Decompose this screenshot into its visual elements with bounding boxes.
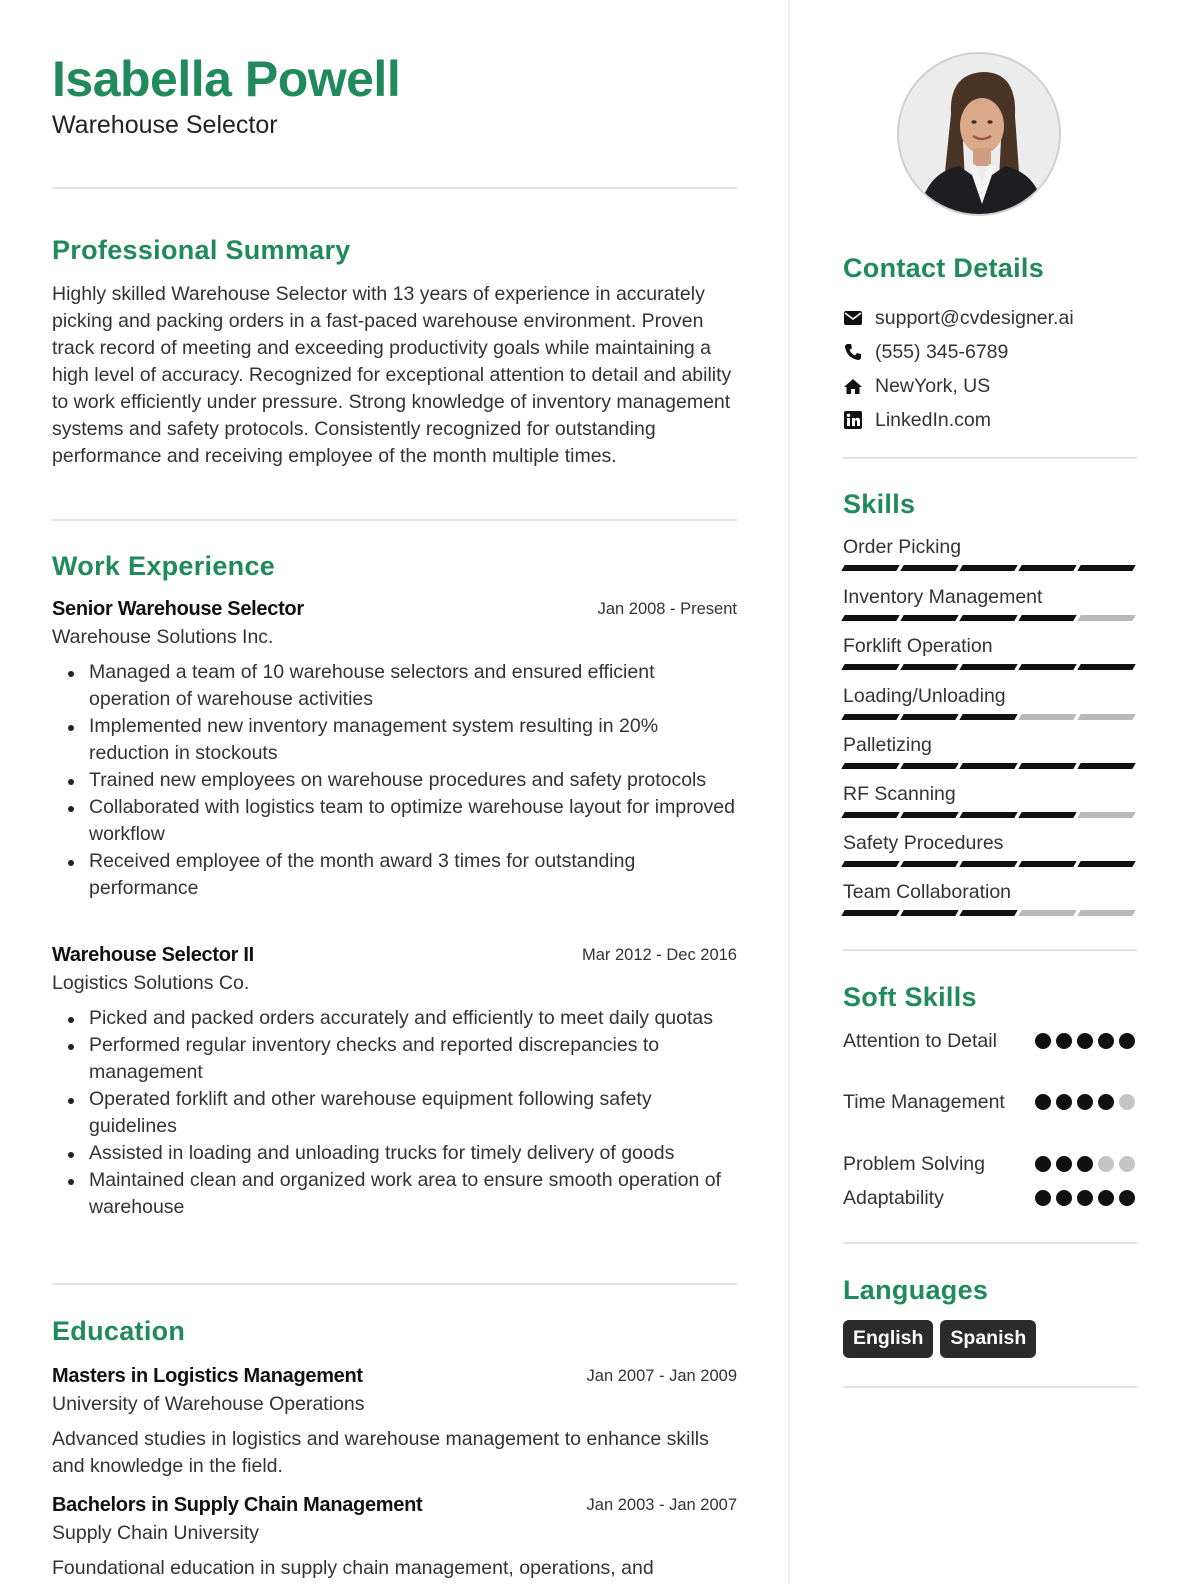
skill-name: RF Scanning bbox=[843, 783, 956, 805]
rating-dot bbox=[1035, 1156, 1051, 1172]
home-icon bbox=[843, 376, 863, 396]
skill-item bbox=[843, 585, 1137, 621]
contact-text: NewYork, US bbox=[875, 374, 991, 397]
skill-level-segment bbox=[1077, 910, 1135, 916]
education-degree: Masters in Logistics Management bbox=[52, 1365, 363, 1387]
job-bullet: Maintained clean and organized work area to ensure smooth operation of warehouse bbox=[52, 1167, 737, 1221]
rating-dot bbox=[1098, 1156, 1114, 1172]
soft-skill-rating bbox=[1035, 1156, 1135, 1172]
soft-skill-item bbox=[843, 1028, 1137, 1055]
skill-level-segment bbox=[841, 565, 899, 571]
skill-name: Inventory Management bbox=[843, 586, 1043, 608]
skill-level-segment bbox=[900, 763, 958, 769]
skill-level-segment bbox=[1077, 861, 1135, 867]
rating-dot bbox=[1077, 1033, 1093, 1049]
skill-level-bar bbox=[843, 664, 1137, 670]
skill-name: Loading/Unloading bbox=[843, 685, 1006, 707]
skill-level-segment bbox=[841, 763, 899, 769]
education-description: Advanced studies in logistics and warehouse management to enhance skills and knowledge in the field. bbox=[52, 1428, 709, 1477]
skill-level-bar bbox=[843, 812, 1137, 818]
skill-level-segment bbox=[1018, 763, 1076, 769]
education-entry bbox=[52, 1365, 737, 1480]
skill-level-segment bbox=[959, 910, 1017, 916]
education-school: University of Warehouse Operations bbox=[52, 1393, 365, 1415]
rating-dot bbox=[1119, 1094, 1135, 1110]
rating-dot bbox=[1056, 1190, 1072, 1206]
job-bullet: Implemented new inventory management system resulting in 20% reduction in stockouts bbox=[52, 713, 737, 767]
job-bullet: Performed regular inventory checks and reported discrepancies to management bbox=[52, 1032, 737, 1086]
job-entry bbox=[52, 598, 737, 902]
job-role: Warehouse Selector II bbox=[52, 944, 254, 966]
rating-dot bbox=[1056, 1033, 1072, 1049]
skills-divider bbox=[843, 949, 1137, 951]
rating-dot bbox=[1056, 1156, 1072, 1172]
skill-level-segment bbox=[1018, 714, 1076, 720]
education-heading: Education bbox=[52, 1316, 186, 1346]
languages-heading: Languages bbox=[843, 1275, 989, 1305]
skill-level-segment bbox=[900, 714, 958, 720]
rating-dot bbox=[1098, 1094, 1114, 1110]
job-header bbox=[52, 944, 737, 970]
summary-text: Highly skilled Warehouse Selector with 13 years of experience in accurately picking and packing orders in a fast-paced warehouse environment. Proven track record of meeting and exceeding productivity goals while maintaining a high level of accuracy. Recognized for exceptional attention to detail and ability to work efficiently under pressure. Strong knowledge of inventory management systems and safety protocols. Consistently recognized for outstanding performance and receiving employee of the month multiple times. bbox=[52, 283, 732, 467]
job-bullet: Operated forklift and other warehouse equipment following safety guidelines bbox=[52, 1086, 737, 1140]
job-bullets bbox=[52, 659, 737, 902]
job-bullet: Managed a team of 10 warehouse selectors and ensured efficient operation of warehouse activities bbox=[52, 659, 737, 713]
phone-icon bbox=[843, 342, 863, 362]
skill-name: Team Collaboration bbox=[843, 881, 1012, 903]
skill-item bbox=[843, 782, 1137, 818]
skill-level-segment bbox=[1077, 763, 1135, 769]
job-header bbox=[52, 598, 737, 624]
job-date: Jan 2008 - Present bbox=[597, 600, 737, 618]
education-header bbox=[52, 1365, 737, 1391]
summary-divider bbox=[52, 519, 737, 521]
skill-level-bar bbox=[843, 861, 1137, 867]
skill-level-segment bbox=[900, 910, 958, 916]
skill-level-bar bbox=[843, 763, 1137, 769]
job-company: Logistics Solutions Co. bbox=[52, 972, 250, 994]
header-divider bbox=[52, 187, 737, 189]
soft-skill-rating bbox=[1035, 1190, 1135, 1206]
skill-level-segment bbox=[1018, 565, 1076, 571]
skill-level-segment bbox=[900, 861, 958, 867]
experience-heading: Work Experience bbox=[52, 551, 276, 581]
rating-dot bbox=[1077, 1190, 1093, 1206]
education-entry bbox=[52, 1494, 737, 1582]
skill-name: Order Picking bbox=[843, 536, 962, 558]
languages-divider bbox=[843, 1386, 1137, 1388]
skill-level-segment bbox=[900, 565, 958, 571]
rating-dot bbox=[1035, 1033, 1051, 1049]
job-role: Senior Warehouse Selector bbox=[52, 598, 304, 620]
contact-phone[interactable] bbox=[843, 339, 1008, 365]
contact-location bbox=[843, 373, 990, 399]
skill-level-segment bbox=[841, 615, 899, 621]
skill-level-segment bbox=[959, 565, 1017, 571]
skill-level-segment bbox=[841, 664, 899, 670]
experience-divider bbox=[52, 1283, 737, 1285]
summary-heading: Professional Summary bbox=[52, 235, 351, 265]
contact-heading: Contact Details bbox=[843, 253, 1045, 283]
rating-dot bbox=[1077, 1094, 1093, 1110]
skill-level-segment bbox=[959, 714, 1017, 720]
skill-level-segment bbox=[1077, 615, 1135, 621]
education-school: Supply Chain University bbox=[52, 1522, 260, 1544]
education-date: Jan 2007 - Jan 2009 bbox=[586, 1367, 737, 1385]
skill-level-segment bbox=[1077, 714, 1135, 720]
education-header bbox=[52, 1494, 737, 1520]
contact-divider bbox=[843, 457, 1137, 459]
education-date: Jan 2003 - Jan 2007 bbox=[586, 1496, 737, 1514]
contact-email[interactable] bbox=[843, 305, 1074, 331]
contact-text: LinkedIn.com bbox=[875, 408, 991, 431]
education-degree: Bachelors in Supply Chain Management bbox=[52, 1494, 423, 1516]
skill-item bbox=[843, 733, 1137, 769]
candidate-title: Warehouse Selector bbox=[52, 111, 278, 139]
rating-dot bbox=[1035, 1094, 1051, 1110]
soft-skills-heading: Soft Skills bbox=[843, 982, 977, 1012]
skill-level-segment bbox=[1018, 910, 1076, 916]
skill-level-segment bbox=[900, 664, 958, 670]
soft-skill-name: Adaptability bbox=[843, 1187, 944, 1209]
skill-level-bar bbox=[843, 615, 1137, 621]
job-company: Warehouse Solutions Inc. bbox=[52, 626, 274, 648]
envelope-icon bbox=[843, 308, 863, 328]
skill-level-segment bbox=[1018, 812, 1076, 818]
rating-dot bbox=[1098, 1033, 1114, 1049]
soft-skill-name: Problem Solving bbox=[843, 1153, 985, 1175]
rating-dot bbox=[1056, 1094, 1072, 1110]
job-entry bbox=[52, 944, 737, 1221]
soft-skill-item bbox=[843, 1185, 1137, 1212]
skill-name: Palletizing bbox=[843, 734, 932, 756]
job-date: Mar 2012 - Dec 2016 bbox=[581, 946, 737, 964]
skill-level-segment bbox=[959, 812, 1017, 818]
rating-dot bbox=[1119, 1033, 1135, 1049]
job-bullet: Collaborated with logistics team to optimize warehouse layout for improved workflow bbox=[52, 794, 737, 848]
contact-text: support@cvdesigner.ai bbox=[875, 306, 1074, 329]
rating-dot bbox=[1098, 1190, 1114, 1206]
skill-name: Safety Procedures bbox=[843, 832, 1004, 854]
skill-level-segment bbox=[959, 615, 1017, 621]
job-bullet: Picked and packed orders accurately and efficiently to meet daily quotas bbox=[52, 1005, 737, 1032]
skills-heading: Skills bbox=[843, 489, 916, 519]
job-bullet: Assisted in loading and unloading trucks for timely delivery of goods bbox=[52, 1140, 737, 1167]
rating-dot bbox=[1077, 1156, 1093, 1172]
rating-dot bbox=[1119, 1156, 1135, 1172]
skill-level-bar bbox=[843, 714, 1137, 720]
skill-level-segment bbox=[1018, 664, 1076, 670]
skill-level-segment bbox=[959, 763, 1017, 769]
skill-level-segment bbox=[841, 812, 899, 818]
skill-level-segment bbox=[841, 714, 899, 720]
job-bullet: Received employee of the month award 3 times for outstanding performance bbox=[52, 848, 737, 902]
rating-dot bbox=[1119, 1190, 1135, 1206]
contact-linkedin[interactable] bbox=[843, 407, 991, 433]
skill-level-segment bbox=[1077, 565, 1135, 571]
skill-level-segment bbox=[841, 910, 899, 916]
skill-item bbox=[843, 535, 1137, 571]
skill-name: Forklift Operation bbox=[843, 635, 993, 657]
skill-level-segment bbox=[1018, 861, 1076, 867]
job-bullets bbox=[52, 1005, 737, 1221]
skill-item bbox=[843, 634, 1137, 670]
soft-skill-name: Time Management bbox=[843, 1091, 1005, 1113]
skill-item bbox=[843, 831, 1137, 867]
language-tag: Spanish bbox=[940, 1320, 1036, 1358]
skill-item bbox=[843, 880, 1137, 916]
skill-level-segment bbox=[959, 861, 1017, 867]
skill-level-segment bbox=[1077, 812, 1135, 818]
languages-list bbox=[843, 1320, 1036, 1358]
skill-level-bar bbox=[843, 565, 1137, 571]
rating-dot bbox=[1035, 1190, 1051, 1206]
skill-level-segment bbox=[900, 812, 958, 818]
skill-level-segment bbox=[841, 861, 899, 867]
job-bullet: Trained new employees on warehouse procedures and safety protocols bbox=[52, 767, 737, 794]
soft-skill-name: Attention to Detail bbox=[843, 1030, 997, 1052]
linkedin-icon bbox=[843, 410, 863, 430]
profile-photo bbox=[897, 52, 1061, 216]
soft-skill-item bbox=[843, 1151, 1137, 1178]
skill-level-segment bbox=[959, 664, 1017, 670]
language-tag: English bbox=[843, 1320, 933, 1358]
skill-level-segment bbox=[900, 615, 958, 621]
soft-skill-rating bbox=[1035, 1033, 1135, 1049]
soft-skill-item bbox=[843, 1089, 1137, 1116]
soft-skills-divider bbox=[843, 1242, 1137, 1244]
candidate-name: Isabella Powell bbox=[52, 51, 401, 107]
contact-text: (555) 345-6789 bbox=[875, 340, 1009, 363]
skill-level-segment bbox=[1018, 615, 1076, 621]
column-divider bbox=[788, 0, 790, 1584]
skill-level-segment bbox=[1077, 664, 1135, 670]
skill-level-bar bbox=[843, 910, 1137, 916]
soft-skill-rating bbox=[1035, 1094, 1135, 1110]
skill-item bbox=[843, 684, 1137, 720]
education-description: Foundational education in supply chain management, operations, and bbox=[52, 1557, 654, 1579]
